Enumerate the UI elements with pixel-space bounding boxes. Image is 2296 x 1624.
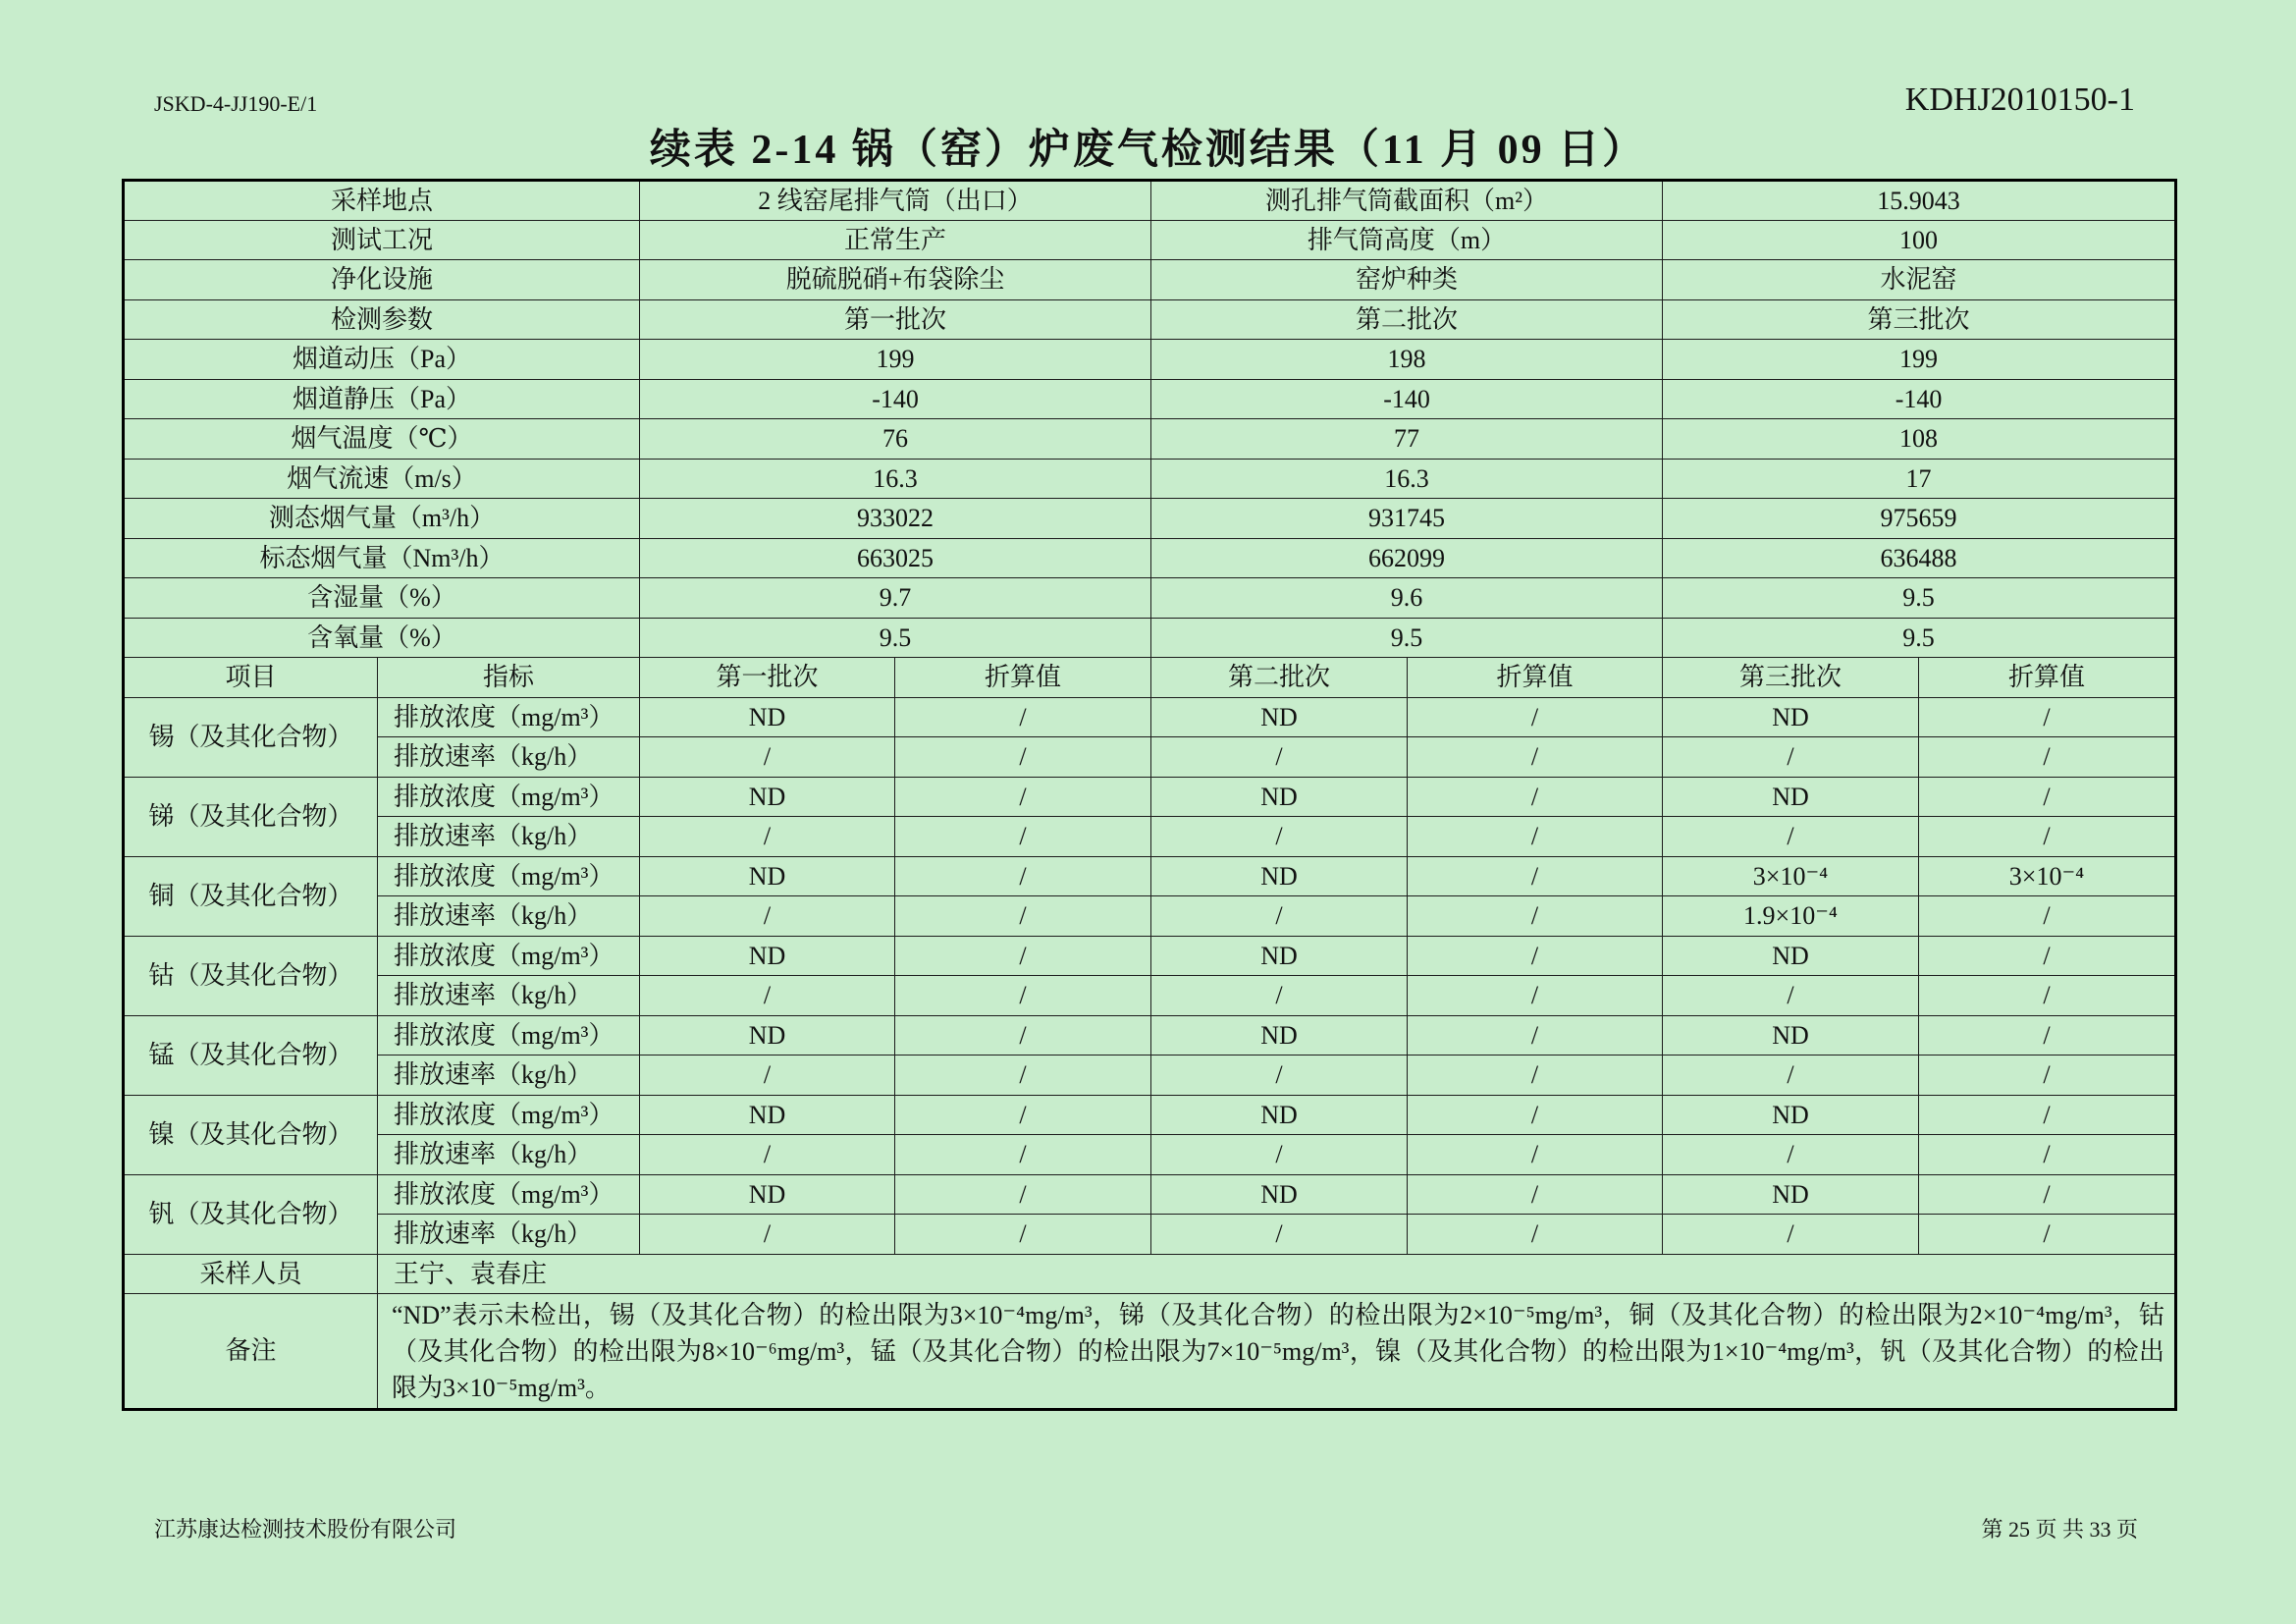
value-batch-3: / — [1663, 1215, 1919, 1255]
param-value: -140 — [640, 379, 1151, 419]
metric-label: 排放速率（kg/h） — [378, 1056, 640, 1096]
value-batch-2: ND — [1151, 1095, 1408, 1135]
param-row — [124, 340, 2176, 380]
value-batch-1: ND — [640, 856, 895, 896]
param-value: 16.3 — [1151, 459, 1663, 499]
info-value: 2 线窑尾排气筒（出口） — [640, 181, 1151, 221]
info-row — [124, 181, 2176, 221]
value-batch-3: / — [1663, 1135, 1919, 1175]
metric-label: 排放浓度（mg/m³） — [378, 697, 640, 737]
converted-batch-1: / — [895, 1095, 1151, 1135]
batch-header: 第三批次 — [1663, 299, 2176, 340]
metric-label: 排放浓度（mg/m³） — [378, 1174, 640, 1215]
converted-batch-3: / — [1919, 1095, 2176, 1135]
param-value: 108 — [1663, 419, 2176, 460]
converted-batch-2: / — [1408, 896, 1663, 937]
param-value: 9.5 — [1663, 578, 2176, 619]
batch-header: 第一批次 — [640, 299, 1151, 340]
pollutant-name: 锰（及其化合物） — [124, 1015, 378, 1095]
param-value: 9.5 — [640, 618, 1151, 658]
metric-label: 排放速率（kg/h） — [378, 896, 640, 937]
param-row — [124, 459, 2176, 499]
converted-batch-1: / — [895, 737, 1151, 778]
pollutant-row — [124, 1174, 2176, 1215]
pollutant-row — [124, 896, 2176, 937]
value-batch-1: / — [640, 1135, 895, 1175]
value-batch-3: ND — [1663, 1015, 1919, 1056]
info-label: 采样地点 — [124, 181, 640, 221]
converted-batch-1: / — [895, 1174, 1151, 1215]
value-batch-3: / — [1663, 1056, 1919, 1096]
converted-batch-3: 3×10⁻⁴ — [1919, 856, 2176, 896]
converted-batch-2: / — [1408, 856, 1663, 896]
param-label: 含氧量（%） — [124, 618, 640, 658]
value-batch-3: 1.9×10⁻⁴ — [1663, 896, 1919, 937]
value-batch-2: ND — [1151, 777, 1408, 817]
form-code: JSKD-4-JJ190-E/1 — [154, 91, 318, 116]
converted-batch-2: / — [1408, 777, 1663, 817]
value-batch-3: ND — [1663, 1095, 1919, 1135]
param-label: 烟道静压（Pa） — [124, 379, 640, 419]
metric-label: 排放浓度（mg/m³） — [378, 856, 640, 896]
value-batch-1: ND — [640, 1015, 895, 1056]
value-batch-2: ND — [1151, 1015, 1408, 1056]
pollutant-name: 镍（及其化合物） — [124, 1095, 378, 1174]
column-header: 折算值 — [1919, 658, 2176, 698]
converted-batch-2: / — [1408, 1215, 1663, 1255]
converted-batch-2: / — [1408, 817, 1663, 857]
page-number: 第 25 页 共 33 页 — [1981, 1517, 2138, 1542]
info-label: 测试工况 — [124, 220, 640, 260]
pollutant-name: 锑（及其化合物） — [124, 777, 378, 856]
metric-label: 排放速率（kg/h） — [378, 976, 640, 1016]
pollutant-name: 钴（及其化合物） — [124, 936, 378, 1015]
metric-label: 排放浓度（mg/m³） — [378, 1015, 640, 1056]
param-value: 16.3 — [640, 459, 1151, 499]
param-value: 663025 — [640, 538, 1151, 578]
column-header: 第三批次 — [1663, 658, 1919, 698]
metric-label: 排放浓度（mg/m³） — [378, 777, 640, 817]
param-label: 含湿量（%） — [124, 578, 640, 619]
converted-batch-1: / — [895, 856, 1151, 896]
pollutant-name: 钒（及其化合物） — [124, 1174, 378, 1254]
info-label: 净化设施 — [124, 260, 640, 300]
converted-batch-1: / — [895, 1215, 1151, 1255]
params-header-row — [124, 299, 2176, 340]
results-table — [122, 179, 2177, 1411]
metric-label: 排放浓度（mg/m³） — [378, 1095, 640, 1135]
param-value: 931745 — [1151, 499, 1663, 539]
value-batch-1: / — [640, 1056, 895, 1096]
column-header: 项目 — [124, 658, 378, 698]
value-batch-2: / — [1151, 817, 1408, 857]
param-value: -140 — [1663, 379, 2176, 419]
value-batch-3: / — [1663, 737, 1919, 778]
pollutant-name: 铜（及其化合物） — [124, 856, 378, 936]
table-title: 续表 2-14 锅（窑）炉废气检测结果（11 月 09 日） — [649, 128, 1647, 173]
param-value: 199 — [640, 340, 1151, 380]
converted-batch-3: / — [1919, 1215, 2176, 1255]
batch-header: 第二批次 — [1151, 299, 1663, 340]
param-row — [124, 379, 2176, 419]
value-batch-3: ND — [1663, 1174, 1919, 1215]
sampling-staff-row — [124, 1254, 2176, 1294]
converted-batch-2: / — [1408, 976, 1663, 1016]
param-value: 975659 — [1663, 499, 2176, 539]
pollutant-row — [124, 1015, 2176, 1056]
converted-batch-3: / — [1919, 777, 2176, 817]
param-label: 烟道动压（Pa） — [124, 340, 640, 380]
converted-batch-3: / — [1919, 1135, 2176, 1175]
value-batch-1: / — [640, 976, 895, 1016]
pollutant-row — [124, 1056, 2176, 1096]
param-label: 标态烟气量（Nm³/h） — [124, 538, 640, 578]
pollutant-row — [124, 697, 2176, 737]
value-batch-3: ND — [1663, 697, 1919, 737]
converted-batch-3: / — [1919, 976, 2176, 1016]
report-number: KDHJ2010150-1 — [1904, 81, 2135, 118]
info-value: 正常生产 — [640, 220, 1151, 260]
remarks-row — [124, 1294, 2176, 1410]
value-batch-1: ND — [640, 1095, 895, 1135]
column-header: 第一批次 — [640, 658, 895, 698]
pollutant-row — [124, 777, 2176, 817]
info-row — [124, 220, 2176, 260]
param-value: 199 — [1663, 340, 2176, 380]
converted-batch-3: / — [1919, 1174, 2176, 1215]
value-batch-1: / — [640, 896, 895, 937]
param-value: 933022 — [640, 499, 1151, 539]
pollutant-row — [124, 1095, 2176, 1135]
converted-batch-1: / — [895, 777, 1151, 817]
pollutant-row — [124, 856, 2176, 896]
converted-batch-2: / — [1408, 1095, 1663, 1135]
column-header: 折算值 — [895, 658, 1151, 698]
value-batch-2: / — [1151, 976, 1408, 1016]
value-batch-3: / — [1663, 976, 1919, 1016]
pollutant-name: 锡（及其化合物） — [124, 697, 378, 777]
converted-batch-2: / — [1408, 1135, 1663, 1175]
value-batch-2: / — [1151, 896, 1408, 937]
value-batch-2: / — [1151, 737, 1408, 778]
converted-batch-1: / — [895, 817, 1151, 857]
param-label: 测态烟气量（m³/h） — [124, 499, 640, 539]
pollutant-row — [124, 976, 2176, 1016]
param-value: 17 — [1663, 459, 2176, 499]
param-row — [124, 618, 2176, 658]
param-value: 9.5 — [1663, 618, 2176, 658]
converted-batch-1: / — [895, 1015, 1151, 1056]
pollutant-header-row — [124, 658, 2176, 698]
company-name: 江苏康达检测技术股份有限公司 — [154, 1517, 457, 1542]
param-value: 9.6 — [1151, 578, 1663, 619]
info-value: 100 — [1663, 220, 2176, 260]
value-batch-2: / — [1151, 1135, 1408, 1175]
sampling-staff-value: 王宁、袁春庄 — [378, 1254, 2176, 1294]
param-value: 9.5 — [1151, 618, 1663, 658]
metric-label: 排放浓度（mg/m³） — [378, 936, 640, 976]
param-value: 636488 — [1663, 538, 2176, 578]
info-label: 排气筒高度（m） — [1151, 220, 1663, 260]
column-header: 第二批次 — [1151, 658, 1408, 698]
param-value: 9.7 — [640, 578, 1151, 619]
value-batch-2: ND — [1151, 856, 1408, 896]
info-value: 水泥窑 — [1663, 260, 2176, 300]
value-batch-2: ND — [1151, 697, 1408, 737]
info-label: 测孔排气筒截面积（m²） — [1151, 181, 1663, 221]
param-value: 662099 — [1151, 538, 1663, 578]
converted-batch-3: / — [1919, 896, 2176, 937]
param-value: 77 — [1151, 419, 1663, 460]
info-value: 脱硫脱硝+布袋除尘 — [640, 260, 1151, 300]
info-label: 窑炉种类 — [1151, 260, 1663, 300]
pollutant-row — [124, 1215, 2176, 1255]
info-value: 15.9043 — [1663, 181, 2176, 221]
remarks-text: “ND”表示未检出，锡（及其化合物）的检出限为3×10⁻⁴mg/m³，锑（及其化合物）的检出限为2×10⁻⁵mg/m³，铜（及其化合物）的检出限为2×10⁻⁴mg/m³，钴（及其化合物）的检出限为8×10⁻⁶mg/m³，锰（及其化合物）的检出限为7×10⁻⁵mg/m³，镍（及其化合物）的检出限为1×10⁻⁴mg/m³，钒（及其化合物）的检出限为3×10⁻⁵mg/m³。 — [378, 1294, 2176, 1410]
value-batch-3: ND — [1663, 777, 1919, 817]
param-label: 烟气流速（m/s） — [124, 459, 640, 499]
value-batch-2: / — [1151, 1056, 1408, 1096]
metric-label: 排放速率（kg/h） — [378, 1215, 640, 1255]
converted-batch-1: / — [895, 1135, 1151, 1175]
converted-batch-2: / — [1408, 1015, 1663, 1056]
value-batch-1: / — [640, 737, 895, 778]
converted-batch-1: / — [895, 976, 1151, 1016]
value-batch-1: / — [640, 1215, 895, 1255]
pollutant-row — [124, 936, 2176, 976]
param-row — [124, 578, 2176, 619]
column-header: 折算值 — [1408, 658, 1663, 698]
value-batch-1: ND — [640, 936, 895, 976]
sampling-staff-label: 采样人员 — [124, 1254, 378, 1294]
value-batch-2: ND — [1151, 1174, 1408, 1215]
converted-batch-1: / — [895, 1056, 1151, 1096]
remarks-label: 备注 — [124, 1294, 378, 1410]
converted-batch-2: / — [1408, 1056, 1663, 1096]
converted-batch-3: / — [1919, 737, 2176, 778]
converted-batch-1: / — [895, 936, 1151, 976]
param-row — [124, 419, 2176, 460]
metric-label: 排放速率（kg/h） — [378, 1135, 640, 1175]
value-batch-1: / — [640, 817, 895, 857]
value-batch-3: 3×10⁻⁴ — [1663, 856, 1919, 896]
pollutant-row — [124, 817, 2176, 857]
converted-batch-1: / — [895, 896, 1151, 937]
converted-batch-3: / — [1919, 1056, 2176, 1096]
column-header: 指标 — [378, 658, 640, 698]
converted-batch-2: / — [1408, 936, 1663, 976]
converted-batch-3: / — [1919, 1015, 2176, 1056]
value-batch-3: ND — [1663, 936, 1919, 976]
metric-label: 排放速率（kg/h） — [378, 817, 640, 857]
value-batch-1: ND — [640, 697, 895, 737]
value-batch-1: ND — [640, 777, 895, 817]
pollutant-row — [124, 1135, 2176, 1175]
value-batch-1: ND — [640, 1174, 895, 1215]
param-value: 198 — [1151, 340, 1663, 380]
converted-batch-2: / — [1408, 1174, 1663, 1215]
value-batch-2: / — [1151, 1215, 1408, 1255]
param-row — [124, 538, 2176, 578]
param-value: -140 — [1151, 379, 1663, 419]
param-value: 76 — [640, 419, 1151, 460]
param-row — [124, 499, 2176, 539]
converted-batch-1: / — [895, 697, 1151, 737]
value-batch-3: / — [1663, 817, 1919, 857]
converted-batch-3: / — [1919, 697, 2176, 737]
converted-batch-2: / — [1408, 737, 1663, 778]
pollutant-row — [124, 737, 2176, 778]
metric-label: 排放速率（kg/h） — [378, 737, 640, 778]
info-row — [124, 260, 2176, 300]
converted-batch-3: / — [1919, 817, 2176, 857]
converted-batch-2: / — [1408, 697, 1663, 737]
param-label: 烟气温度（℃） — [124, 419, 640, 460]
value-batch-2: ND — [1151, 936, 1408, 976]
converted-batch-3: / — [1919, 936, 2176, 976]
params-label: 检测参数 — [124, 299, 640, 340]
